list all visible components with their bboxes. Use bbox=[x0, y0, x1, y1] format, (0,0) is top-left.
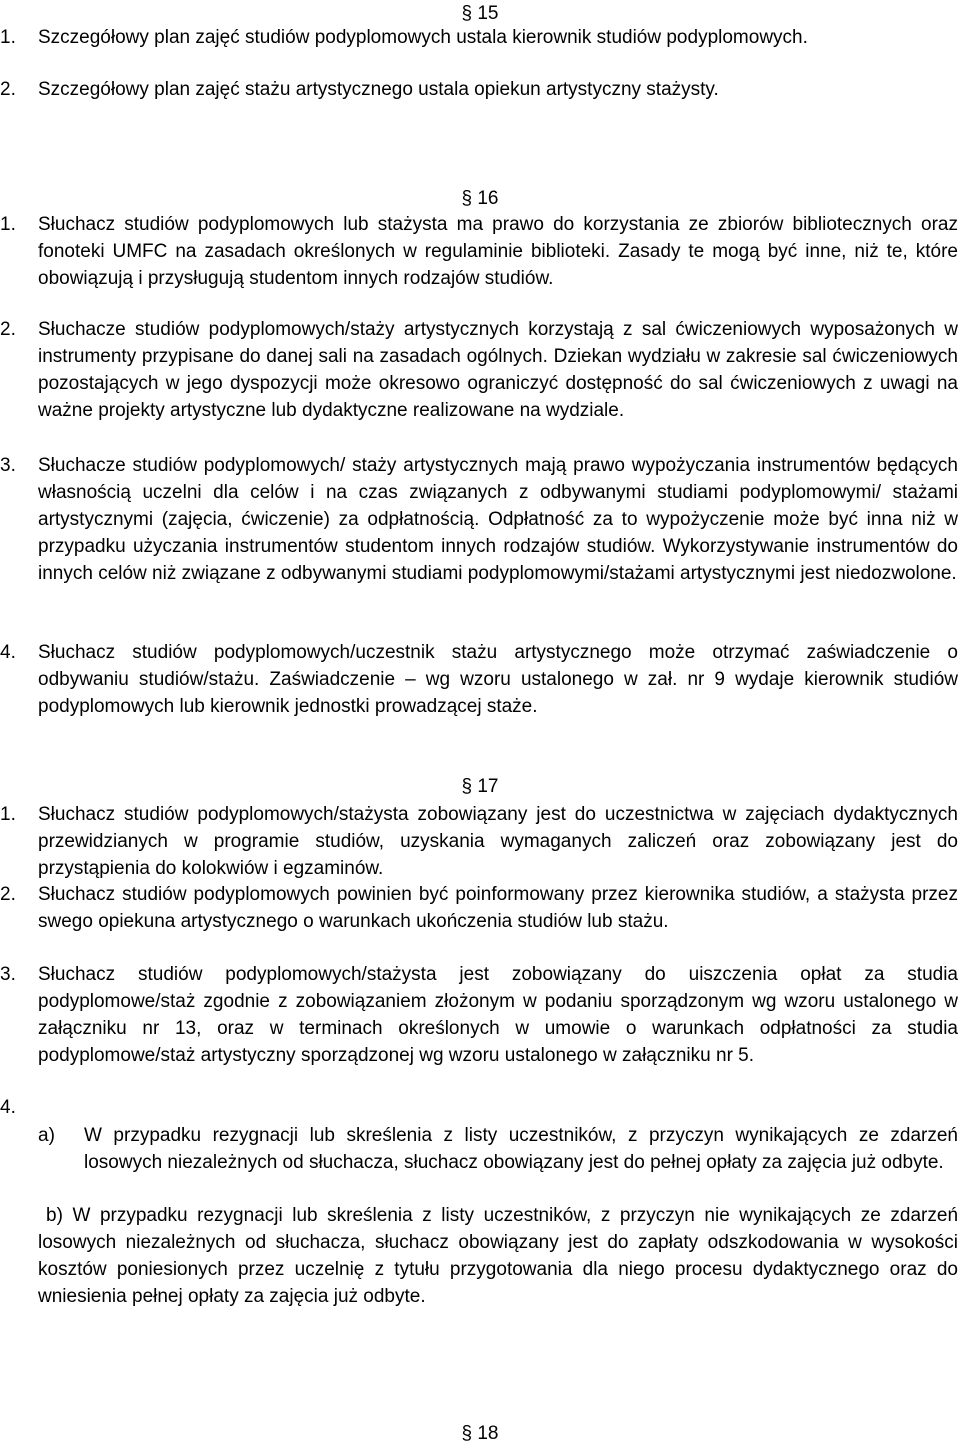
section-symbol: § bbox=[461, 3, 473, 24]
section-symbol: § bbox=[461, 1423, 473, 1444]
paragraph-text: Słuchacz studiów podyplomowych/stażysta zobowiązany jest do uczestnictwa w zajęciach dydaktycznych przewidzianych w programie studiów, uzyskania wymaganych zaliczeń oraz zobowiązany jest do przystąpienia do kolokwiów i egzaminów. bbox=[38, 804, 958, 879]
sub-item-a bbox=[38, 1122, 958, 1176]
paragraph-number: 1. bbox=[0, 214, 16, 235]
paragraph-text: Słuchacz studiów podyplomowych powinien być poinformowany przez kierownika studiów, a stażysta przez swego opiekuna artystycznego o warunkach ukończenia studiów lub stażu. bbox=[38, 884, 958, 932]
paragraph-number: 3. bbox=[0, 455, 16, 476]
paragraph-16-4 bbox=[0, 639, 958, 720]
sub-item-text: W przypadku rezygnacji lub skreślenia z listy uczestników, z przyczyn wynikających ze zdarzeń losowych niezależnych od słuchacza, słuchacz obowiązany jest do pełnej opłaty za zajęcia już odbyte. bbox=[84, 1125, 958, 1173]
sub-item-b bbox=[0, 1202, 958, 1310]
section-symbol: § bbox=[461, 188, 473, 209]
paragraph-16-3 bbox=[0, 452, 958, 587]
section-number: 15 bbox=[477, 3, 499, 24]
paragraph-17-1 bbox=[0, 801, 958, 882]
sub-item-letter: b) bbox=[46, 1205, 63, 1226]
paragraph-number: 2. bbox=[0, 319, 16, 340]
paragraph-number: 4. bbox=[0, 1097, 16, 1118]
section-heading-15 bbox=[0, 0, 960, 27]
paragraph-number: 1. bbox=[0, 804, 16, 825]
paragraph-15-1 bbox=[0, 24, 958, 51]
sub-item-letter: a) bbox=[38, 1125, 55, 1146]
paragraph-number: 3. bbox=[0, 964, 16, 985]
paragraph-text: Szczegółowy plan zajęć studiów podyplomowych ustala kierownik studiów podyplomowych. bbox=[38, 27, 808, 48]
paragraph-number: 2. bbox=[0, 79, 16, 100]
sub-item-body: W przypadku rezygnacji lub skreślenia z listy uczestników, z przyczyn nie wynikających ze zdarzeń losowych niezależnych od słuchacza, słuchacz obowiązany jest do zapłaty odszkodowania w wysokości kosztów poniesionych przez uczelnię z tytułu przygotowania dla niego procesu dydaktycznego oraz do wniesienia pełnej opłaty za zajęcia już odbyte. bbox=[38, 1205, 959, 1307]
paragraph-text: Słuchacz studiów podyplomowych/stażysta jest zobowiązany do uiszczenia opłat za studia podyplomowe/staż zgodnie z zobowiązaniem złożonym w podaniu sporządzonym wg wzoru ustalonego w załączniku nr 13, oraz w terminach określonych w umowie o warunkach odpłatności za studia podyplomowe/staż artystyczny sporządzonej wg wzoru ustalonego w załączniku nr 5. bbox=[38, 964, 958, 1066]
paragraph-17-2 bbox=[0, 881, 958, 935]
paragraph-text: Słuchacz studiów podyplomowych lub stażysta ma prawo do korzystania ze zbiorów bibliotecznych oraz fonoteki UMFC na zasadach określonych w regulaminie biblioteki. Zasady te mogą być inne, niż te, które obowiązują i przysługują studentom innych rodzajów studiów. bbox=[38, 214, 958, 289]
section-number: 16 bbox=[477, 188, 499, 209]
paragraph-16-2 bbox=[0, 316, 958, 424]
section-heading-17 bbox=[0, 773, 960, 800]
paragraph-number: 1. bbox=[0, 27, 16, 48]
section-symbol: § bbox=[461, 776, 473, 797]
section-number: 18 bbox=[477, 1423, 499, 1444]
section-number: 17 bbox=[477, 776, 499, 797]
paragraph-text: Słuchacz studiów podyplomowych/uczestnik stażu artystycznego może otrzymać zaświadczenie o odbywaniu studiów/stażu. Zaświadczenie – wg wzoru ustalonego w zał. nr 9 wydaje kierownik studiów podyplomowych lub kierownik jednostki prowadzącej staże. bbox=[38, 642, 958, 717]
paragraph-number: 4. bbox=[0, 642, 16, 663]
paragraph-15-2 bbox=[0, 76, 958, 103]
section-heading-16 bbox=[0, 185, 960, 212]
paragraph-text: Szczegółowy plan zajęć stażu artystycznego ustala opiekun artystyczny stażysty. bbox=[38, 79, 719, 100]
paragraph-text: Słuchacze studiów podyplomowych/staży artystycznych korzystają z sal ćwiczeniowych wyposażonych w instrumenty przypisane do danej sali na zasadach ogólnych. Dziekan wydziału w zakresie sal ćwiczeniowych pozostających w jego dyspozycji może okresowo ograniczyć dostępność do sal ćwiczeniowych z uwagi na ważne projekty artystyczne lub dydaktyczne realizowane na wydziale. bbox=[38, 319, 958, 421]
paragraph-number: 2. bbox=[0, 884, 16, 905]
paragraph-text: Słuchacze studiów podyplomowych/ staży artystycznych mają prawo wypożyczania instrumentów będących własnością uczelni dla celów i na czas związanych z odbywanymi studiami podyplomowymi/ stażami artystycznymi (zajęcia, ćwiczenie) za odpłatnością. Odpłatność za to wypożyczenie może być inna niż w przypadku użyczania instrumentów studentom innych rodzajów studiów. Wykorzystywanie instrumentów do innych celów niż związane z odbywanymi studiami podyplomowymi/stażami artystycznymi jest niedozwolone. bbox=[38, 455, 958, 584]
paragraph-17-3 bbox=[0, 961, 958, 1069]
paragraph-16-1 bbox=[0, 211, 958, 292]
section-heading-18 bbox=[0, 1420, 960, 1447]
sub-item-text bbox=[38, 1202, 958, 1310]
